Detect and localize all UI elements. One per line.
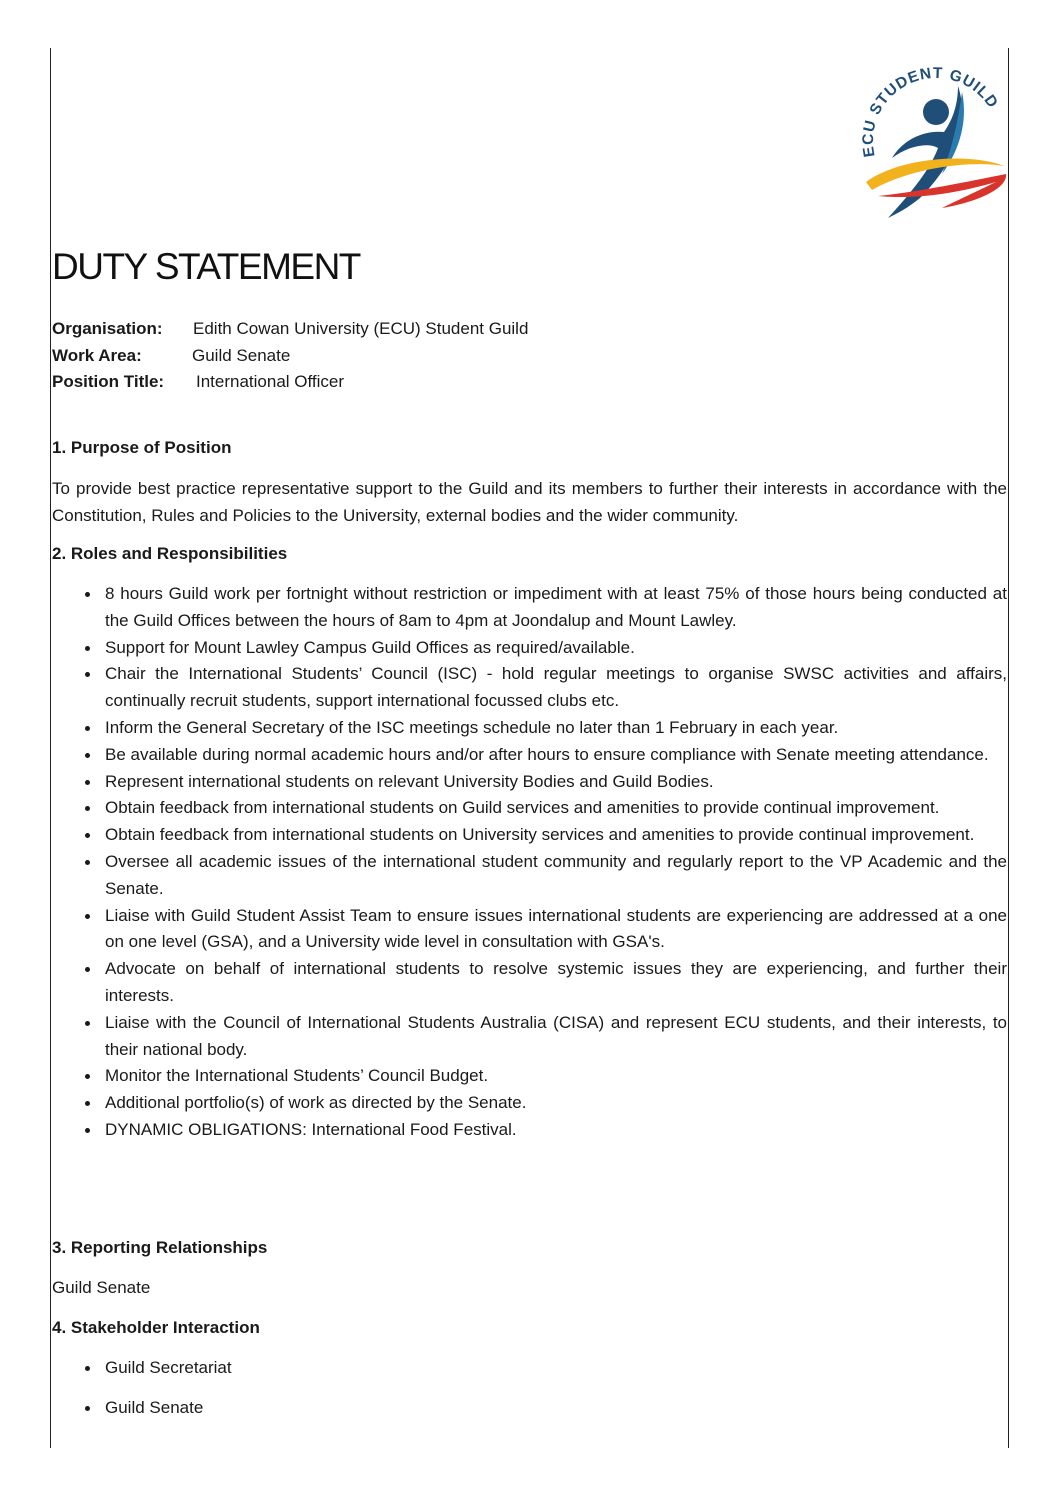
list-item: Guild Secretariat: [52, 1348, 1007, 1388]
meta-label: Position Title:: [52, 372, 165, 391]
list-item: Liaise with the Council of International Students Australia (CISA) and represent ECU students, and their interests, to their national body.: [52, 1010, 1007, 1064]
list-item: Be available during normal academic hours and/or after hours to ensure compliance with Senate meeting attendance.: [52, 742, 1007, 769]
list-item: Represent international students on relevant University Bodies and Guild Bodies.: [52, 769, 1007, 796]
ecu-student-guild-logo: [858, 62, 1010, 224]
list-item: Chair the International Students’ Council (ISC) - hold regular meetings to organise SWSC activities and affairs, continually recruit students, support international focussed clubs etc.: [52, 661, 1007, 715]
right-border-rule: [1008, 48, 1009, 1448]
meta-value: Edith Cowan University (ECU) Student Guild: [193, 319, 529, 338]
list-item: Advocate on behalf of international students to resolve systemic issues they are experiencing, and further their interests.: [52, 956, 1007, 1010]
roles-list: [52, 581, 1007, 1144]
meta-row-organisation: [52, 316, 528, 343]
list-item: Liaise with Guild Student Assist Team to ensure issues international students are experiencing are addressed at a one on one level (GSA), and a University wide level in consultation with GSA's.: [52, 903, 1007, 957]
list-item: Obtain feedback from international students on University services and amenities to provide continual improvement.: [52, 822, 1007, 849]
section-heading-roles: 2. Roles and Responsibilities: [52, 544, 288, 563]
reporting-text: Guild Senate: [52, 1278, 151, 1297]
list-item: Support for Mount Lawley Campus Guild Offices as required/available.: [52, 635, 1007, 662]
list-item: Guild Senate: [52, 1388, 1007, 1428]
purpose-text: To provide best practice representative support to the Guild and its members to further their interests in accordance with the Constitution, Rules and Policies to the University, external bodies and the wider community.: [52, 479, 1007, 525]
left-border-rule: [50, 48, 51, 1448]
meta-label: Organisation:: [52, 319, 163, 338]
list-item: Monitor the International Students’ Council Budget.: [52, 1063, 1007, 1090]
position-details: [52, 316, 528, 396]
meta-value: International Officer: [196, 372, 345, 391]
list-item: Obtain feedback from international students on Guild services and amenities to provide continual improvement.: [52, 795, 1007, 822]
meta-value: Guild Senate: [192, 345, 291, 365]
page-title: DUTY STATEMENT: [52, 246, 360, 287]
section-heading-reporting: 3. Reporting Relationships: [52, 1238, 268, 1257]
stakeholders-list: [52, 1348, 1007, 1428]
section-heading-stakeholders: 4. Stakeholder Interaction: [52, 1318, 260, 1337]
meta-row-position-title: [52, 369, 528, 396]
meta-row-work-area: [52, 343, 528, 370]
list-item: Additional portfolio(s) of work as directed by the Senate.: [52, 1090, 1007, 1117]
meta-label: Work Area:: [52, 345, 142, 365]
list-item: DYNAMIC OBLIGATIONS: International Food Festival.: [52, 1117, 1007, 1144]
list-item: 8 hours Guild work per fortnight without restriction or impediment with at least 75% of those hours being conducted at the Guild Offices between the hours of 8am to 4pm at Joondalup and Mount Lawley.: [52, 581, 1007, 635]
logo-text: ECU STUDENT GUILD: [859, 64, 1002, 159]
list-item: Oversee all academic issues of the international student community and regularly report to the VP Academic and the Senate.: [52, 849, 1007, 903]
section-heading-purpose: 1. Purpose of Position: [52, 438, 232, 457]
list-item: Inform the General Secretary of the ISC meetings schedule no later than 1 February in each year.: [52, 715, 1007, 742]
